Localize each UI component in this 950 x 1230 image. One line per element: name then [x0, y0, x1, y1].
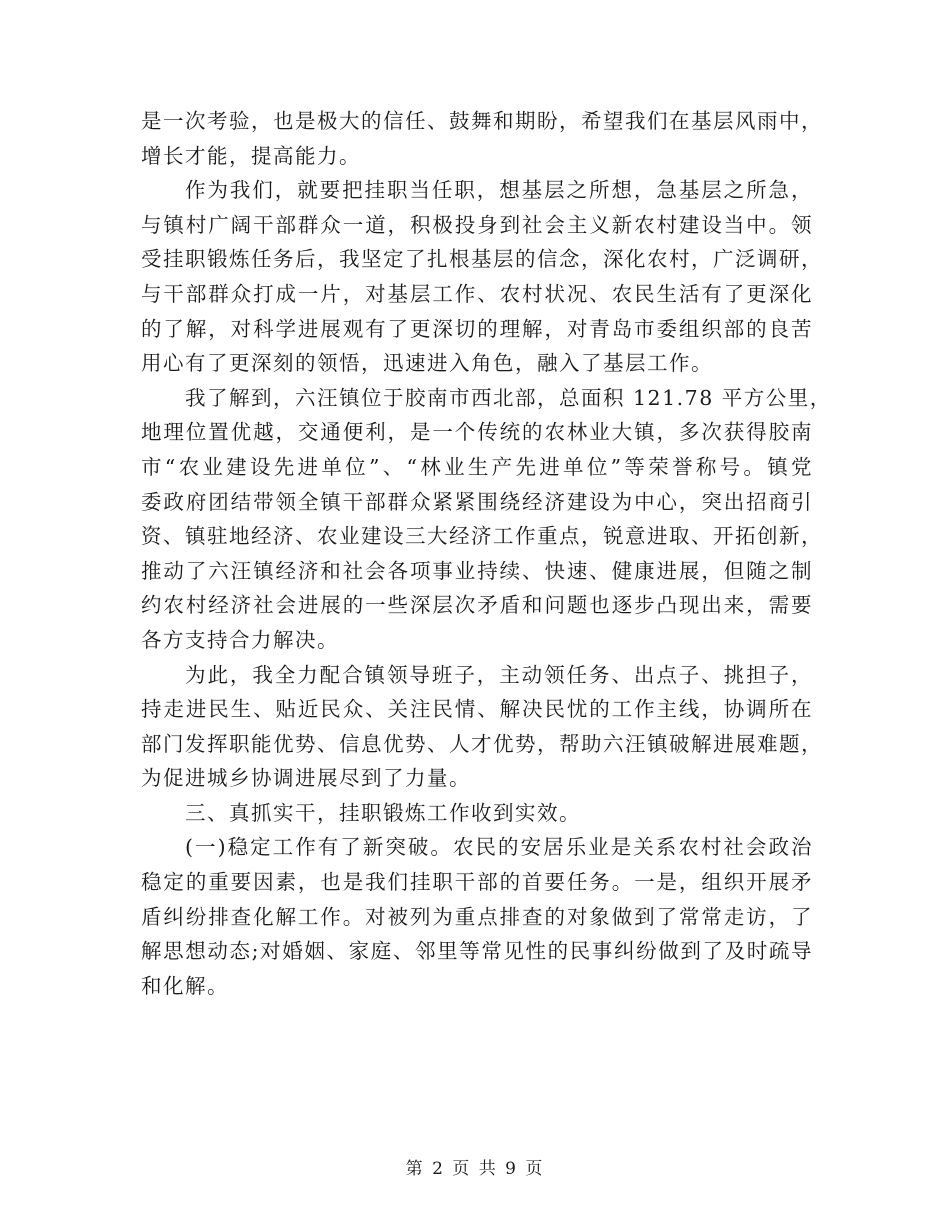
text-line: 为此，我全力配合镇领导班子，主动领任务、出点子、挑担子，	[185, 662, 813, 687]
text-line: 作为我们，就要把挂职当任职，想基层之所想，急基层之所急，	[185, 178, 813, 203]
text-line: 与干部群众打成一片，对基层工作、农村状况、农民生活有了更深化	[141, 281, 813, 306]
text-line: 为促进城乡协调进展尽到了力量。	[141, 766, 471, 791]
paragraph	[141, 830, 813, 1003]
text-line: 盾纠纷排查化解工作。对被列为重点排查的对象做到了常常走访，了	[141, 904, 813, 929]
text-line: 部门发挥职能优势、信息优势、人才优势，帮助六汪镇破解进展难题，	[141, 731, 823, 756]
paragraph	[141, 104, 823, 173]
text-line: 推动了六汪镇经济和社会各项事业持续、快速、健康进展，但随之制	[141, 558, 813, 583]
text-line: 是一次考验，也是极大的信任、鼓舞和期盼，希望我们在基层风雨中，	[141, 109, 823, 133]
text-line: 三、真抓实干，挂职锻炼工作收到实效。	[185, 800, 581, 825]
text-line: 解思想动态;对婚姻、家庭、邻里等常见性的民事纠纷做到了及时疏导	[141, 939, 813, 964]
text-line: 的了解，对科学进展观有了更深切的理解，对青岛市委组织部的良苦	[141, 316, 813, 341]
text-line: (一)稳定工作有了新突破。农民的安居乐业是关系农村社会政治	[185, 835, 813, 860]
text-line: 委政府团结带领全镇干部群众紧紧围绕经济建设为中心，突出招商引	[141, 489, 813, 514]
paragraph	[141, 796, 813, 831]
text-line: 稳定的重要因素，也是我们挂职干部的首要任务。一是，组织开展矛	[141, 870, 813, 895]
text-line: 我了解到，六汪镇位于胶南市西北部，总面积 121.78 平方公里，	[185, 385, 832, 410]
text-line: 地理位置优越，交通便利，是一个传统的农林业大镇，多次获得胶南	[141, 420, 813, 445]
text-line: 和化解。	[141, 973, 229, 998]
text-line: 各方支持合力解决。	[141, 627, 339, 652]
text-line: 资、镇驻地经济、农业建设三大经济工作重点，锐意进取、开拓创新，	[141, 524, 823, 549]
text-line: 与镇村广阔干部群众一道，积极投身到社会主义新农村建设当中。领	[141, 212, 813, 237]
text-line: 受挂职锻炼任务后，我坚定了扎根基层的信念，深化农村，广泛调研，	[141, 247, 823, 272]
text-line: 约农村经济社会进展的一些深层次矛盾和问题也逐步凸现出来，需要	[141, 593, 813, 618]
paragraph	[141, 381, 832, 658]
paragraph	[141, 658, 823, 796]
document-body	[141, 104, 832, 1003]
text-line: 市“农业建设先进单位”、“林业生产先进单位”等荣誉称号。镇党	[141, 454, 813, 479]
text-line: 增长才能，提高能力。	[141, 143, 361, 168]
paragraph	[141, 173, 823, 381]
text-line: 持走进民生、贴近民众、关注民情、解决民忧的工作主线，协调所在	[141, 697, 813, 722]
text-line: 用心有了更深刻的领悟，迅速进入角色，融入了基层工作。	[141, 351, 713, 376]
page-footer: 第 2 页 共 9 页	[405, 1159, 545, 1179]
